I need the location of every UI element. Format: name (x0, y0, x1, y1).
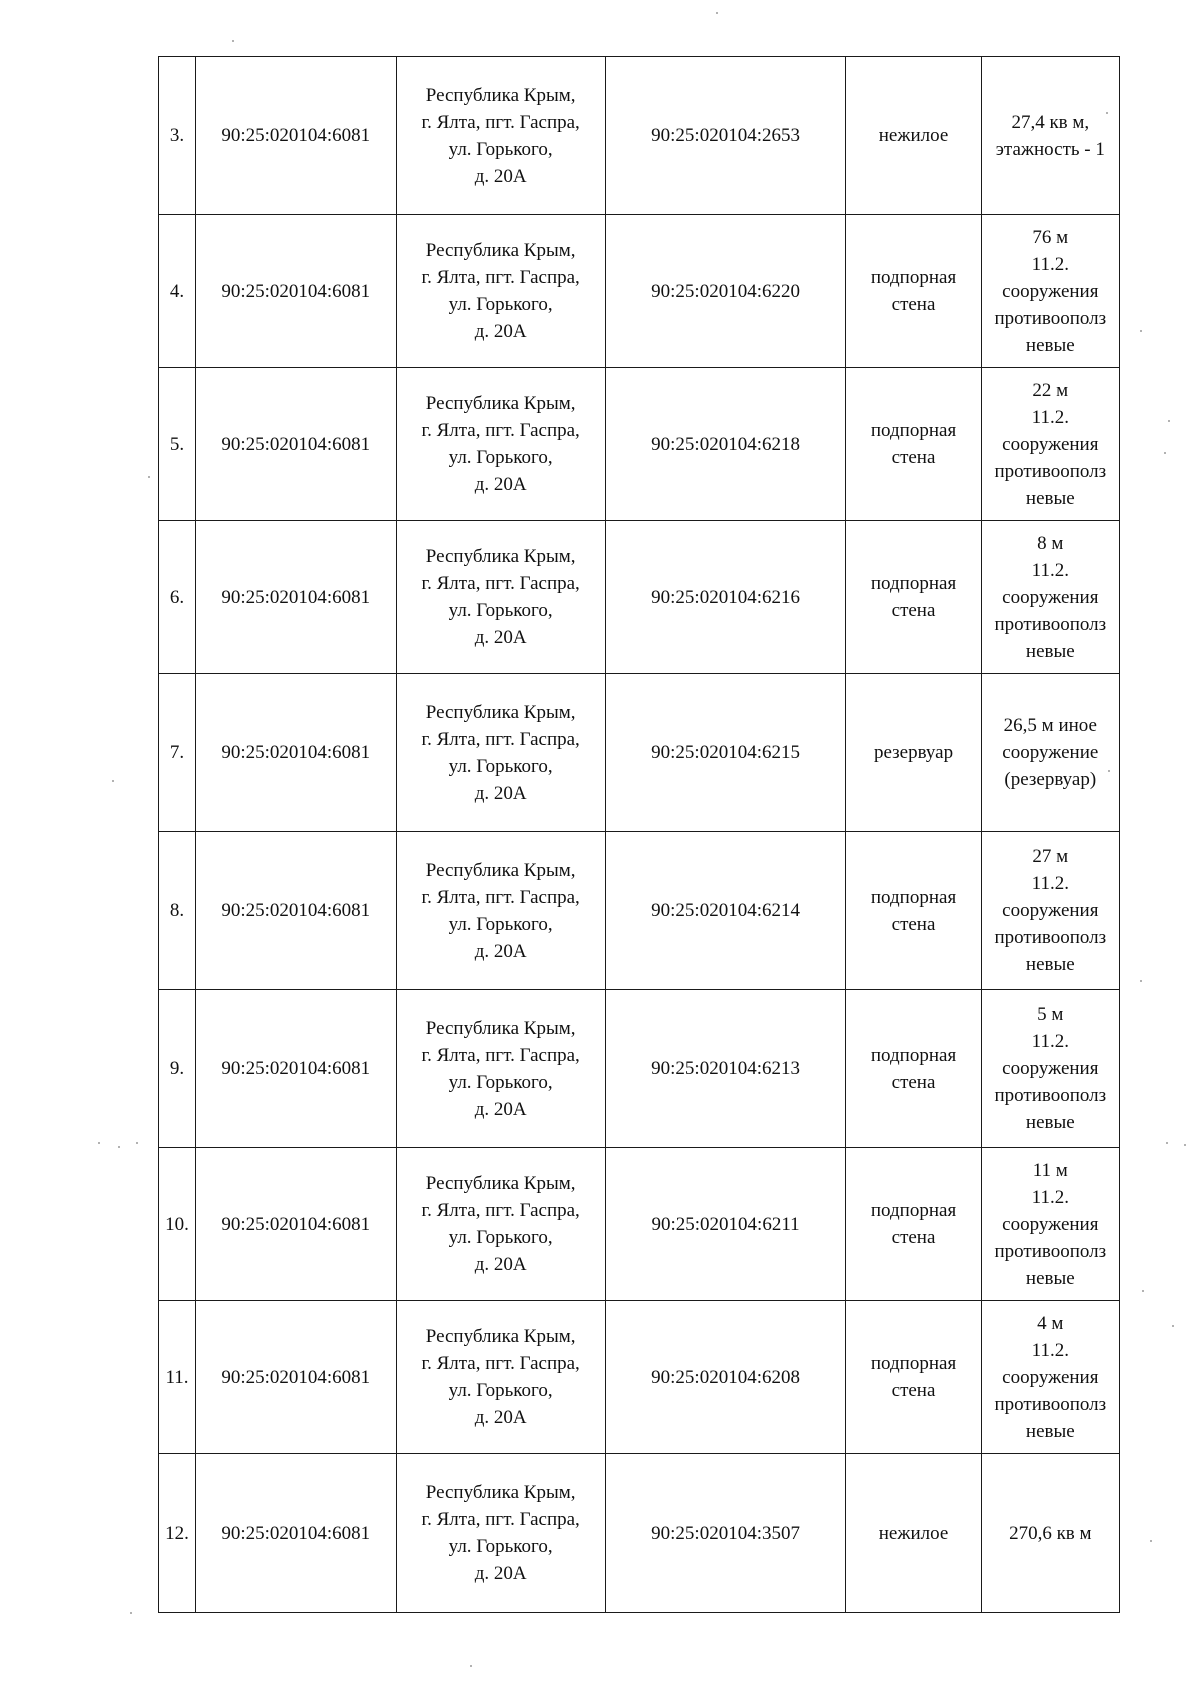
description-line: 27 м (1032, 846, 1069, 867)
description-line: противоополз (994, 1085, 1107, 1106)
row-number-cell: 8. (159, 832, 196, 990)
scan-speck (130, 1612, 132, 1614)
description-line: невые (1025, 640, 1075, 662)
object-type-cell: нежилое (846, 57, 981, 215)
address-line: Республика Крым, (425, 1482, 576, 1503)
address-cell (396, 1148, 605, 1301)
address-line: д. 20А (474, 474, 527, 495)
address-cell (396, 990, 605, 1148)
address-line: Республика Крым, (425, 84, 576, 106)
scan-speck (1150, 1540, 1152, 1542)
object-description-cell (981, 215, 1119, 368)
scan-speck (716, 12, 718, 14)
object-type-cell: подпорная стена (846, 215, 981, 368)
scan-speck (136, 1142, 138, 1144)
address-line: ул. Горького, (448, 138, 553, 160)
parcel-cadastral-number-cell: 90:25:020104:6081 (195, 832, 396, 990)
address-line: г. Ялта, пгт. Гаспра, (421, 1044, 580, 1066)
address-line: Республика Крым, (425, 240, 576, 261)
object-cadastral-number-cell: 90:25:020104:6213 (605, 990, 846, 1148)
address-line: г. Ялта, пгт. Гаспра, (421, 1200, 580, 1221)
row-number-cell: 7. (159, 674, 196, 832)
address-line: Республика Крым, (425, 859, 576, 881)
object-type-cell: нежилое (846, 1454, 981, 1613)
description-line: невые (1025, 487, 1075, 509)
address-line: г. Ялта, пгт. Гаспра, (421, 1509, 580, 1530)
scan-speck (112, 780, 114, 782)
parcel-cadastral-number-cell: 90:25:020104:6081 (195, 1148, 396, 1301)
address-line: д. 20А (474, 940, 527, 962)
description-line: сооружения (1002, 586, 1099, 608)
address-line: г. Ялта, пгт. Гаспра, (421, 886, 580, 908)
address-line: д. 20А (474, 627, 527, 648)
address-cell (396, 674, 605, 832)
object-description-cell (981, 674, 1119, 832)
row-number-cell: 12. (159, 1454, 196, 1613)
address-line: г. Ялта, пгт. Гаспра, (421, 573, 580, 594)
table-row (159, 368, 1120, 521)
address-cell (396, 521, 605, 674)
scan-speck (1106, 112, 1108, 114)
scan-speck (1140, 980, 1142, 982)
address-line: Республика Крым, (425, 1173, 576, 1194)
description-line: противоополз (994, 1240, 1107, 1262)
address-line: Республика Крым, (425, 1017, 576, 1039)
object-cadastral-number-cell: 90:25:020104:6220 (605, 215, 846, 368)
parcel-cadastral-number-cell: 90:25:020104:6081 (195, 990, 396, 1148)
description-line: 22 м (1032, 379, 1069, 401)
table-row (159, 1148, 1120, 1301)
object-description-cell (981, 990, 1119, 1148)
scan-speck (1142, 1290, 1144, 1292)
address-line: д. 20А (474, 1407, 527, 1428)
description-line: 11.2. (1031, 253, 1069, 275)
scan-speck (1166, 1142, 1168, 1144)
row-number-cell: 9. (159, 990, 196, 1148)
address-line: д. 20А (474, 1254, 527, 1275)
address-line: ул. Горького, (448, 294, 553, 315)
description-line: 11 м (1032, 1159, 1068, 1181)
table-row (159, 521, 1120, 674)
object-description-cell (981, 1148, 1119, 1301)
scan-speck (1168, 420, 1170, 422)
description-line: противоополз (994, 460, 1107, 482)
address-line: д. 20А (474, 1098, 527, 1120)
registry-table (158, 56, 1120, 1613)
description-line: сооружения (1002, 280, 1099, 302)
address-line: ул. Горького, (448, 755, 553, 777)
address-line: ул. Горького, (448, 447, 553, 468)
object-type-cell: резервуар (846, 674, 981, 832)
address-cell (396, 1301, 605, 1454)
object-cadastral-number-cell: 90:25:020104:6215 (605, 674, 846, 832)
row-number-cell: 10. (159, 1148, 196, 1301)
object-cadastral-number-cell: 90:25:020104:6211 (605, 1148, 846, 1301)
address-line: ул. Горького, (448, 600, 553, 621)
description-line: 5 м (1037, 1004, 1064, 1025)
parcel-cadastral-number-cell: 90:25:020104:6081 (195, 368, 396, 521)
description-line: сооружения (1002, 1366, 1099, 1388)
scan-speck (1184, 1144, 1186, 1146)
address-cell (396, 215, 605, 368)
object-cadastral-number-cell: 90:25:020104:6218 (605, 368, 846, 521)
object-cadastral-number-cell: 90:25:020104:2653 (605, 57, 846, 215)
scan-speck (148, 476, 150, 478)
object-cadastral-number-cell: 90:25:020104:6208 (605, 1301, 846, 1454)
address-line: д. 20А (474, 1563, 527, 1584)
description-line: невые (1025, 1267, 1075, 1289)
row-number-cell: 6. (159, 521, 196, 674)
description-line: 11.2. (1031, 873, 1069, 894)
description-line: невые (1025, 334, 1075, 356)
description-line: сооружение (1002, 742, 1099, 763)
scan-speck (98, 1142, 100, 1144)
scan-speck (470, 1665, 472, 1667)
scan-speck (1140, 330, 1142, 332)
row-number-cell: 5. (159, 368, 196, 521)
description-line: 8 м (1037, 532, 1064, 554)
scan-speck (118, 1146, 120, 1148)
description-line: 11.2. (1031, 1339, 1069, 1361)
address-line: г. Ялта, пгт. Гаспра, (421, 111, 580, 133)
address-line: г. Ялта, пгт. Гаспра, (421, 420, 580, 441)
description-line: 11.2. (1031, 406, 1069, 428)
object-description-cell (981, 368, 1119, 521)
description-line: сооружения (1002, 900, 1099, 921)
description-line: 4 м (1037, 1312, 1064, 1334)
object-description-cell (981, 832, 1119, 990)
table-row (159, 832, 1120, 990)
description-line: 76 м (1032, 226, 1069, 248)
object-description-cell (981, 521, 1119, 674)
address-line: Республика Крым, (425, 393, 576, 414)
scan-speck (1172, 1325, 1174, 1327)
address-line: д. 20А (474, 782, 527, 804)
registry-table-body (159, 57, 1120, 1613)
object-description-cell (981, 57, 1119, 215)
description-line: невые (1025, 954, 1075, 975)
address-line: г. Ялта, пгт. Гаспра, (421, 1353, 580, 1374)
address-cell (396, 1454, 605, 1613)
row-number-cell: 3. (159, 57, 196, 215)
address-line: ул. Горького, (448, 1071, 553, 1093)
object-cadastral-number-cell: 90:25:020104:6216 (605, 521, 846, 674)
table-row (159, 57, 1120, 215)
object-type-cell: подпорная стена (846, 990, 981, 1148)
description-line: (резервуар) (1004, 769, 1097, 790)
address-line: г. Ялта, пгт. Гаспра, (421, 728, 580, 750)
object-description-cell (981, 1301, 1119, 1454)
table-row (159, 1301, 1120, 1454)
parcel-cadastral-number-cell: 90:25:020104:6081 (195, 521, 396, 674)
object-cadastral-number-cell: 90:25:020104:6214 (605, 832, 846, 990)
description-line: 270,6 кв м (1009, 1522, 1092, 1544)
scan-speck (232, 40, 234, 42)
parcel-cadastral-number-cell: 90:25:020104:6081 (195, 1454, 396, 1613)
table-row (159, 990, 1120, 1148)
address-cell (396, 368, 605, 521)
description-line: сооружения (1002, 1213, 1099, 1235)
parcel-cadastral-number-cell: 90:25:020104:6081 (195, 57, 396, 215)
address-line: Республика Крым, (425, 546, 576, 567)
description-line: противоополз (994, 307, 1107, 329)
row-number-cell: 11. (159, 1301, 196, 1454)
description-line: невые (1025, 1112, 1075, 1133)
address-line: ул. Горького, (448, 913, 553, 935)
description-line: противоополз (994, 927, 1107, 948)
address-line: ул. Горького, (448, 1380, 553, 1401)
table-row (159, 215, 1120, 368)
address-cell (396, 832, 605, 990)
description-line: 26,5 м иное (1003, 715, 1097, 736)
description-line: этажность - 1 (995, 138, 1105, 160)
description-line: 11.2. (1031, 1186, 1069, 1208)
parcel-cadastral-number-cell: 90:25:020104:6081 (195, 674, 396, 832)
address-line: ул. Горького, (448, 1227, 553, 1248)
table-row (159, 674, 1120, 832)
address-line: д. 20А (474, 165, 527, 187)
description-line: 11.2. (1031, 559, 1069, 581)
address-line: д. 20А (474, 321, 527, 342)
description-line: 27,4 кв м, (1011, 111, 1090, 133)
address-line: Республика Крым, (425, 1326, 576, 1347)
row-number-cell: 4. (159, 215, 196, 368)
scan-speck (1108, 770, 1110, 772)
parcel-cadastral-number-cell: 90:25:020104:6081 (195, 215, 396, 368)
description-line: 11.2. (1031, 1031, 1069, 1052)
object-type-cell: подпорная стена (846, 1301, 981, 1454)
description-line: противоополз (994, 1393, 1107, 1415)
description-line: невые (1025, 1420, 1075, 1442)
scan-speck (1164, 452, 1166, 454)
object-type-cell: подпорная стена (846, 832, 981, 990)
address-line: г. Ялта, пгт. Гаспра, (421, 267, 580, 288)
description-line: сооружения (1002, 1058, 1099, 1079)
object-type-cell: подпорная стена (846, 1148, 981, 1301)
table-row (159, 1454, 1120, 1613)
parcel-cadastral-number-cell: 90:25:020104:6081 (195, 1301, 396, 1454)
address-line: Республика Крым, (425, 701, 576, 723)
address-line: ул. Горького, (448, 1536, 553, 1557)
object-type-cell: подпорная стена (846, 521, 981, 674)
description-line: сооружения (1002, 433, 1099, 455)
object-description-cell (981, 1454, 1119, 1613)
object-type-cell: подпорная стена (846, 368, 981, 521)
description-line: противоополз (994, 613, 1107, 635)
address-cell (396, 57, 605, 215)
object-cadastral-number-cell: 90:25:020104:3507 (605, 1454, 846, 1613)
